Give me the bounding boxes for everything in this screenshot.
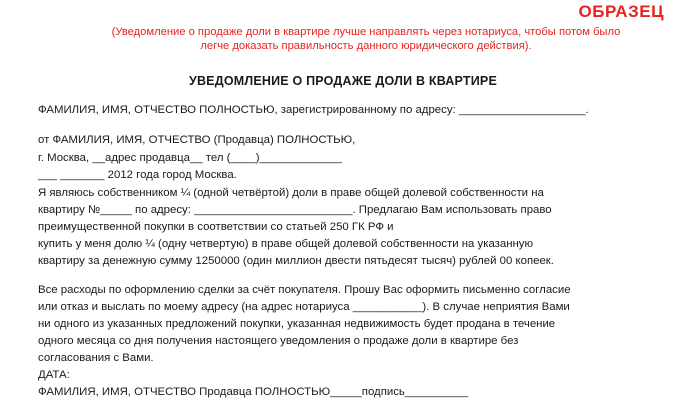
body-line: преимущественной покупки в соответствии со статьей 250 ГК РФ и <box>38 221 394 233</box>
body-line: согласования с Вами. <box>38 352 154 364</box>
date-label: ДАТА: <box>38 369 70 381</box>
document-title: УВЕДОМЛЕНИЕ О ПРОДАЖЕ ДОЛИ В КВАРТИРЕ <box>188 74 498 88</box>
body-line: ни одного из указанных предложений покупки, указанная недвижимость будет продана в течение <box>38 318 556 330</box>
note-line: (Уведомление о продаже доли в квартире лучше направлять через нотариуса, чтобы потом было <box>111 26 621 38</box>
sample-stamp: ОБРАЗЕЦ <box>578 2 664 21</box>
body-line: квартиру №_____ по адресу: _________________________. Предлагаю Вам использовать право <box>38 204 552 216</box>
body-line: одного месяца со дня получения настоящего уведомления о продаже доли в квартире без <box>38 335 519 347</box>
body-line: Все расходы по оформлению сделки за счёт покупателя. Прошу Вас оформить письменно согласие <box>38 284 571 296</box>
sender-address-line: г. Москва, __адрес продавца__ тел (____)_____________ <box>38 152 342 164</box>
red-note <box>56 26 676 53</box>
note-line: легче доказать правильность данного юридического действия). <box>200 39 532 52</box>
body-line: Я являюсь собственником ¼ (одной четвёртой) доли в праве общей долевой собственности на <box>38 187 544 199</box>
signature-line: ФАМИЛИЯ, ИМЯ, ОТЧЕСТВО Продавца ПОЛНОСТЬЮ_____подпись__________ <box>38 386 469 398</box>
body-line: или отказ и выслать по моему адресу (на адрес нотариуса ___________). В случае неприятия Вами <box>38 301 570 313</box>
body-line: купить у меня долю ¼ (одну четвертую) в праве общей долевой собственности на указанную <box>38 238 534 250</box>
date-place-line: ___ _______ 2012 года город Москва. <box>38 169 237 181</box>
sender-line: от ФАМИЛИЯ, ИМЯ, ОТЧЕСТВО (Продавца) ПОЛНОСТЬЮ, <box>38 134 356 146</box>
body-line: квартиру за денежную сумму 1250000 (один миллион двести пятьдесят тысяч) рублей 00 копеек. <box>38 255 554 267</box>
addressee-line: ФАМИЛИЯ, ИМЯ, ОТЧЕСТВО ПОЛНОСТЬЮ, зарегистрированному по адресу: ____________________. <box>38 104 589 116</box>
